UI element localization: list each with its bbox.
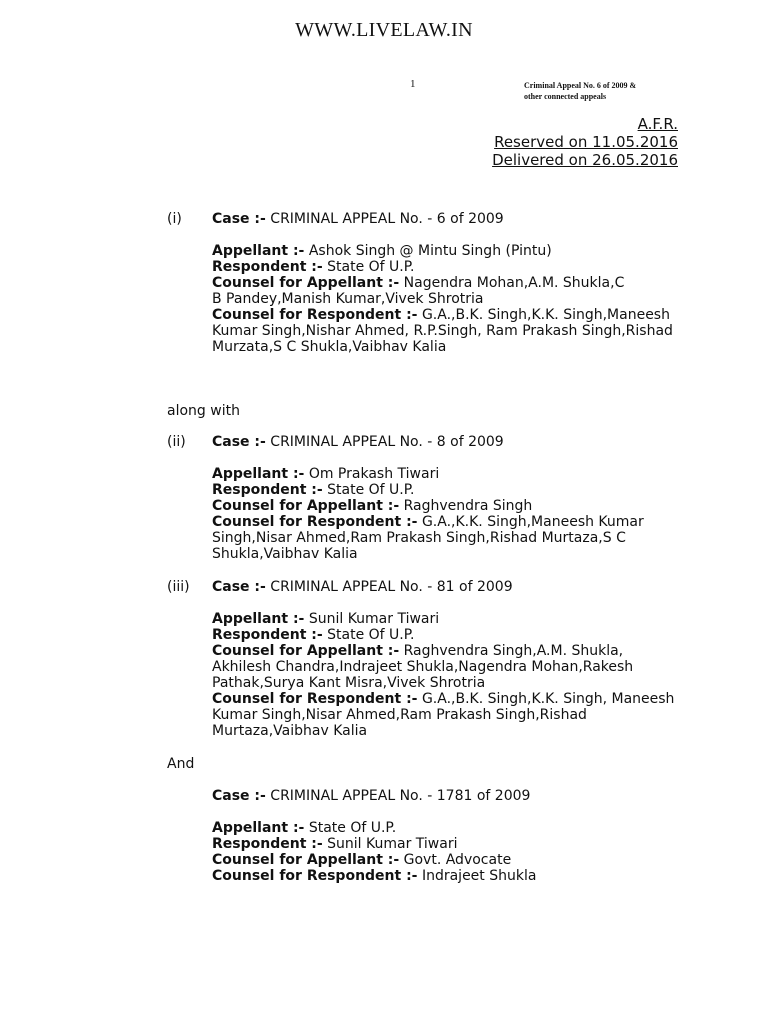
delivered-date: Delivered on 26.05.2016: [492, 151, 678, 169]
appellant-value: State Of U.P.: [308, 820, 397, 836]
counsel-appellant-line: [212, 275, 632, 307]
case-block: [212, 434, 692, 562]
appellant-value: Ashok Singh @ Mintu Singh (Pintu): [308, 243, 552, 259]
case-block: [212, 788, 692, 884]
case-label: Case :-: [212, 211, 266, 227]
case-label: Case :-: [212, 434, 266, 450]
appellant-line: [212, 243, 692, 259]
respondent-value: State Of U.P.: [327, 627, 415, 643]
counsel-respondent-label: Counsel for Respondent :-: [212, 514, 418, 530]
appellant-line: [212, 466, 692, 482]
respondent-line: [212, 482, 692, 498]
respondent-line: [212, 836, 692, 852]
and-joiner: And: [167, 756, 195, 772]
counsel-appellant-label: Counsel for Appellant :-: [212, 852, 400, 868]
respondent-label: Respondent :-: [212, 259, 323, 275]
case-value: CRIMINAL APPEAL No. - 8 of 2009: [270, 434, 504, 450]
running-header-line-1: Criminal Appeal No. 6 of 2009 &: [524, 81, 637, 90]
case-title: [212, 211, 692, 227]
counsel-appellant-label: Counsel for Appellant :-: [212, 275, 400, 291]
afr-label: A.F.R.: [637, 115, 678, 133]
respondent-value: State Of U.P.: [327, 259, 415, 275]
page-number: 1: [410, 78, 416, 90]
counsel-respondent-value: G.A.,B.K. Singh,K.K. Singh,Maneesh Kumar Singh,Nishar Ahmed, R.P.Singh, Ram Prakash Singh,Rishad Murzata,S C Shukla,Vaibhav Kalia: [212, 307, 673, 355]
case-number: (i): [167, 211, 182, 227]
counsel-appellant-label: Counsel for Appellant :-: [212, 498, 400, 514]
counsel-appellant-label: Counsel for Appellant :-: [212, 643, 400, 659]
appellant-value: Om Prakash Tiwari: [308, 466, 440, 482]
case-title: [212, 579, 692, 595]
respondent-line: [212, 259, 692, 275]
counsel-respondent-line: [212, 691, 682, 739]
counsel-respondent-label: Counsel for Respondent :-: [212, 868, 418, 884]
case-value: CRIMINAL APPEAL No. - 81 of 2009: [270, 579, 513, 595]
counsel-respondent-value: G.A.,B.K. Singh,K.K. Singh, Maneesh Kumar Singh,Nisar Ahmed,Ram Prakash Singh,Rishad Murtaza,Vaibhav Kalia: [212, 691, 675, 739]
case-number: (iii): [167, 579, 190, 595]
case-value: CRIMINAL APPEAL No. - 6 of 2009: [270, 211, 504, 227]
appellant-label: Appellant :-: [212, 611, 305, 627]
reserved-date: Reserved on 11.05.2016: [494, 133, 678, 151]
case-value: CRIMINAL APPEAL No. - 1781 of 2009: [270, 788, 531, 804]
case-block: [212, 211, 692, 355]
case-block: [212, 579, 692, 739]
counsel-respondent-label: Counsel for Respondent :-: [212, 691, 418, 707]
case-label: Case :-: [212, 579, 266, 595]
appellant-label: Appellant :-: [212, 466, 305, 482]
appellant-line: [212, 820, 692, 836]
counsel-appellant-line: [212, 643, 672, 691]
appellant-value: Sunil Kumar Tiwari: [308, 611, 440, 627]
counsel-respondent-line: [212, 307, 677, 355]
counsel-appellant-value: Raghvendra Singh,A.M. Shukla, Akhilesh Chandra,Indrajeet Shukla,Nagendra Mohan,Rakesh Pathak,Surya Kant Misra,Vivek Shrotria: [212, 643, 634, 691]
respondent-line: [212, 627, 692, 643]
appellant-line: [212, 611, 692, 627]
afr-block: [492, 115, 678, 169]
respondent-label: Respondent :-: [212, 836, 323, 852]
respondent-value: State Of U.P.: [327, 482, 415, 498]
counsel-appellant-value: Nagendra Mohan,A.M. Shukla,C B Pandey,Manish Kumar,Vivek Shrotria: [212, 275, 625, 307]
counsel-appellant-value: Raghvendra Singh: [403, 498, 533, 514]
running-header-line-2: other connected appeals: [524, 92, 607, 101]
counsel-appellant-line: [212, 498, 692, 514]
appellant-label: Appellant :-: [212, 243, 305, 259]
counsel-appellant-value: Govt. Advocate: [403, 852, 512, 868]
site-watermark: WWW.LIVELAW.IN: [295, 19, 473, 41]
appellant-label: Appellant :-: [212, 820, 305, 836]
running-header: [524, 80, 636, 102]
case-title: [212, 788, 692, 804]
along-with: along with: [167, 403, 240, 419]
case-number: (ii): [167, 434, 186, 450]
counsel-respondent-line: [212, 868, 692, 884]
respondent-value: Sunil Kumar Tiwari: [327, 836, 458, 852]
counsel-respondent-line: [212, 514, 667, 562]
counsel-respondent-value: Indrajeet Shukla: [421, 868, 537, 884]
counsel-appellant-line: [212, 852, 692, 868]
case-label: Case :-: [212, 788, 266, 804]
respondent-label: Respondent :-: [212, 482, 323, 498]
counsel-respondent-value: G.A.,K.K. Singh,Maneesh Kumar Singh,Nisar Ahmed,Ram Prakash Singh,Rishad Murtaza,S C Shukla,Vaibhav Kalia: [212, 514, 644, 562]
counsel-respondent-label: Counsel for Respondent :-: [212, 307, 418, 323]
respondent-label: Respondent :-: [212, 627, 323, 643]
case-title: [212, 434, 692, 450]
